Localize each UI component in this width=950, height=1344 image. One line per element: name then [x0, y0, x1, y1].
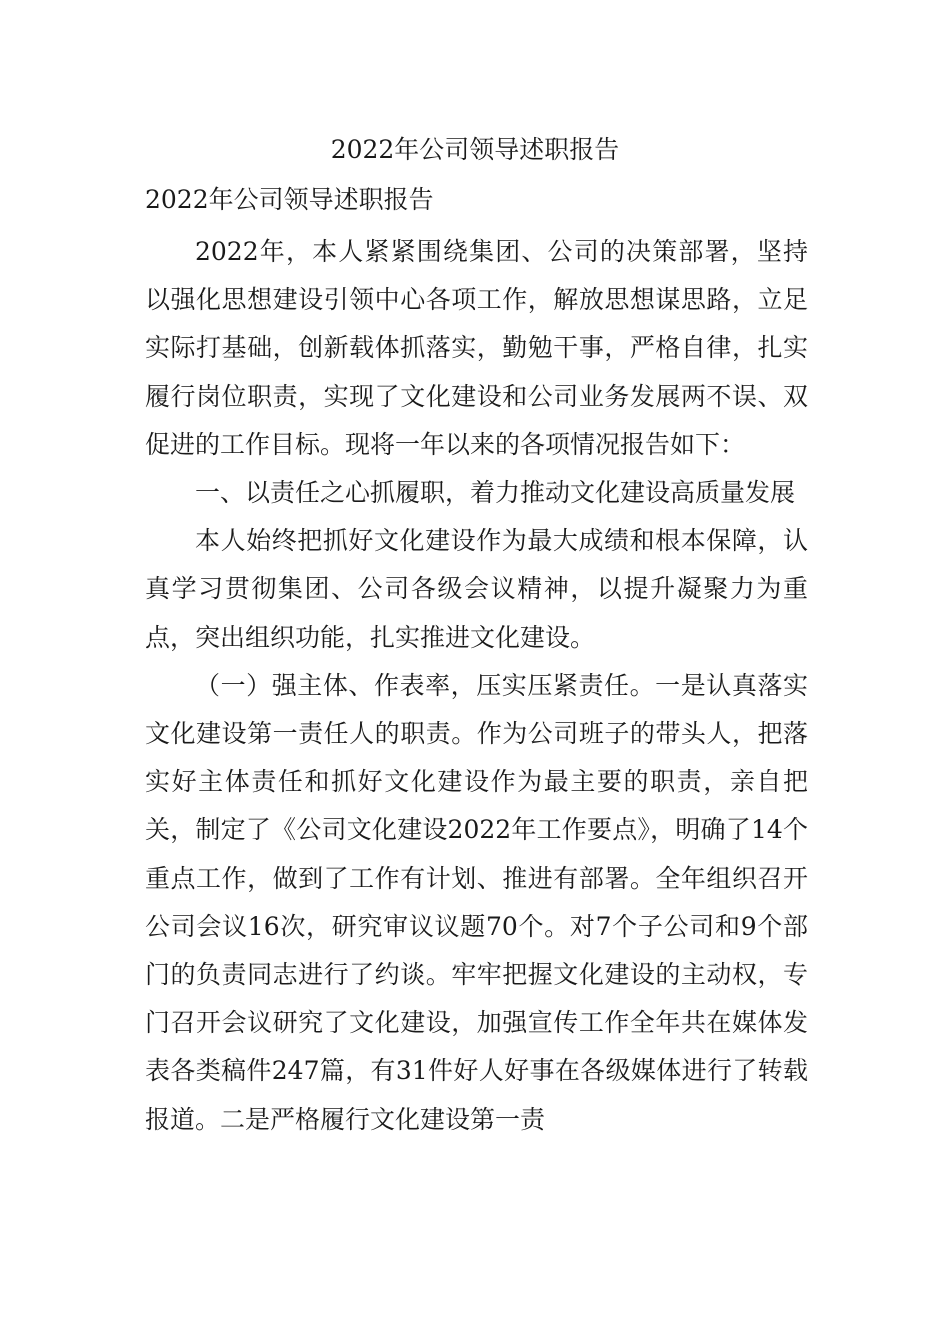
paragraph-subsection-1: （一）强主体、作表率，压实压紧责任。一是认真落实文化建设第一责任人的职责。作为公司班子的带头人，把落实好主体责任和抓好文化建设作为最主要的职责，亲自把关，制定了《公司文化建设2022年工作要点》，明确了14个重点工作，做到了工作有计划、推进有部署。全年组织召开公司会议16次，研究审议议题70个。对7个子公司和9个部门的负责同志进行了约谈。牢牢把握文化建设的主动权，专门召开会议研究了文化建设，加强宣传工作全年共在媒体发表各类稿件247篇，有31件好人好事在各级媒体进行了转载报道。二是严格履行文化建设第一责	[145, 670, 808, 1134]
paragraph-section-1: 本人始终把抓好文化建设作为最大成绩和根本保障，认真学习贯彻集团、公司各级会议精神，以提升凝聚力为重点，突出组织功能，扎实推进文化建设。	[145, 526, 808, 652]
section-heading-1: 一、以责任之心抓履职，着力推动文化建设高质量发展	[195, 478, 796, 508]
document-title: 2022年公司领导述职报告	[330, 135, 620, 164]
paragraph-intro: 2022年，本人紧紧围绕集团、公司的决策部署，坚持以强化思想建设引领中心各项工作，解放思想谋思路，立足实际打基础，创新载体抓落实，勤勉干事，严格自律，扎实履行岗位职责，实现了文化建设和公司业务发展两不误、双促进的工作目标。现将一年以来的各项情况报告如下：	[145, 237, 808, 459]
document-subtitle: 2022年公司领导述职报告	[145, 185, 434, 214]
document-body	[145, 228, 808, 1144]
